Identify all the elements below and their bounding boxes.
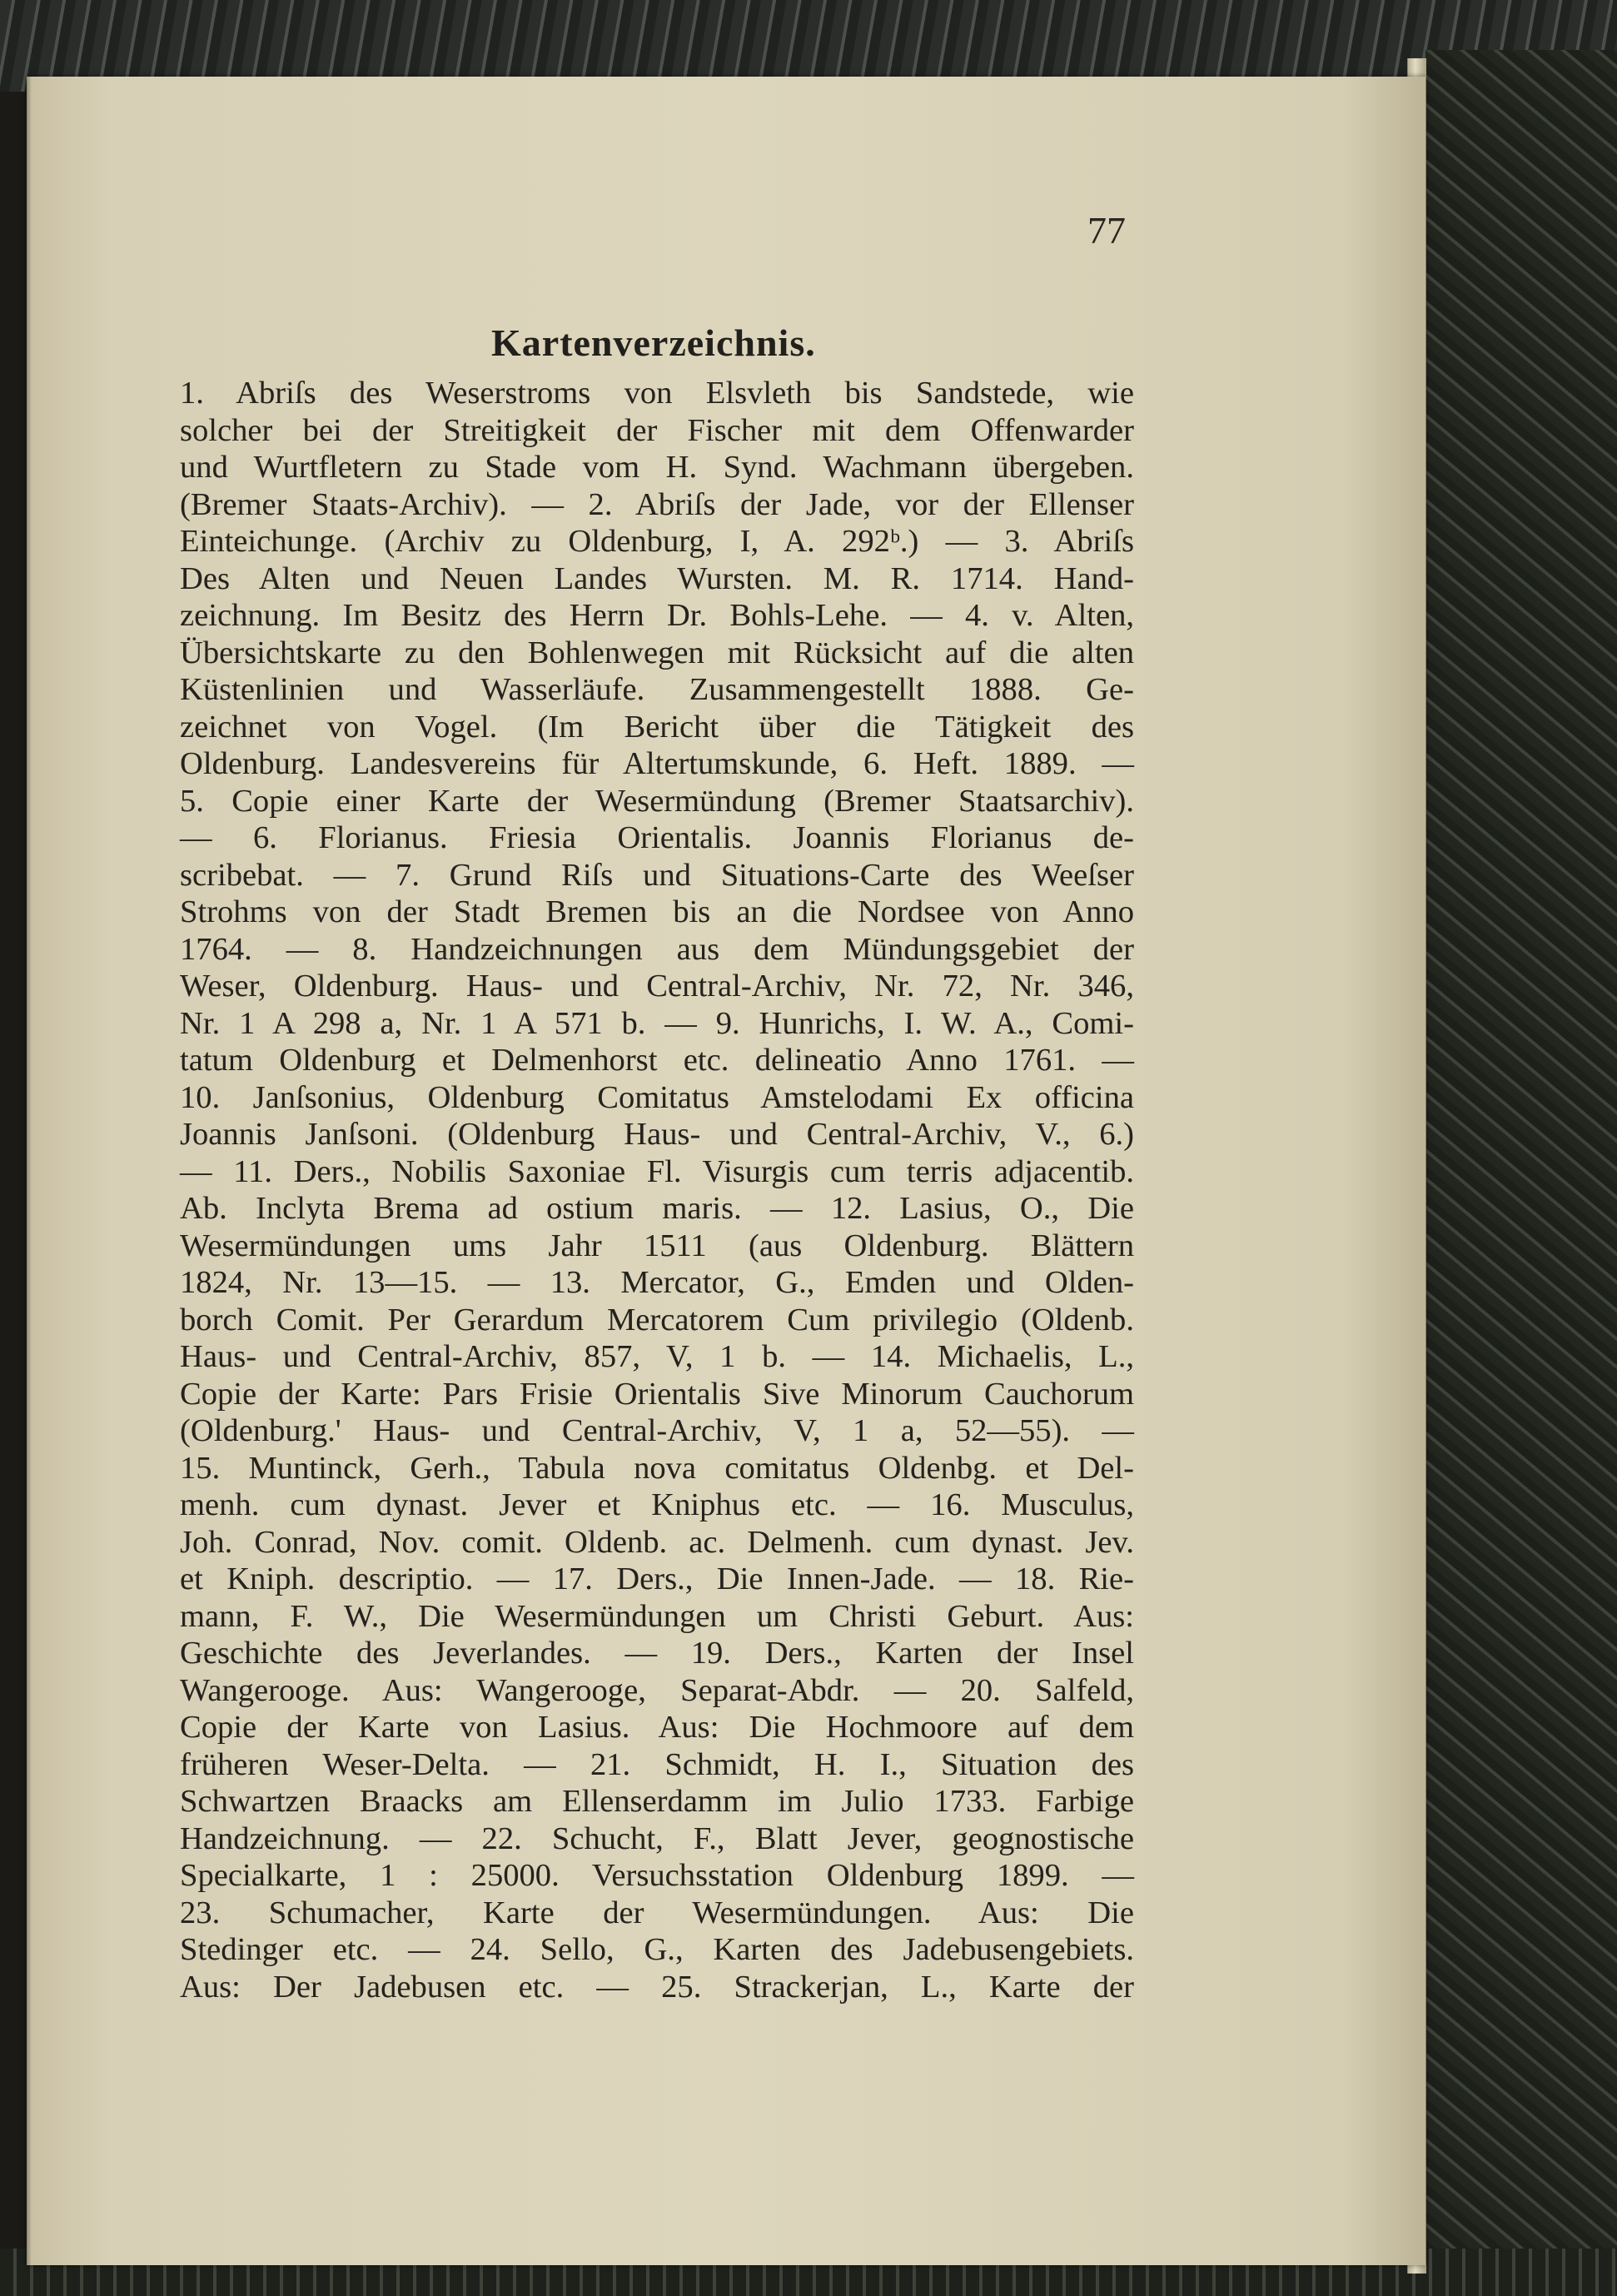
text-line: Des Alten und Neuen Landes Wursten. M. R. 1714. Hand-	[180, 560, 1134, 596]
text-line: (Oldenburg.' Haus- und Central-Archiv, V, 1 a, 52—55). —	[180, 1413, 1134, 1448]
text-line: Copie der Karte von Lasius. Aus: Die Hochmoore auf dem	[180, 1710, 1134, 1745]
text-line: Geschichte des Jeverlandes. — 19. Ders., Karten der Insel	[180, 1636, 1134, 1671]
text-line: Wangerooge. Aus: Wangerooge, Separat-Abdr. — 20. Salfeld,	[180, 1672, 1134, 1708]
text-line: Schwartzen Braacks am Ellenserdamm im Julio 1733. Farbige	[180, 1784, 1134, 1819]
text-line: 10. Janſsonius, Oldenburg Comitatus Amstelodami Ex officina	[180, 1079, 1134, 1115]
text-line: früheren Weser-Delta. — 21. Schmidt, H. I., Situation des	[180, 1746, 1134, 1782]
text-line: Einteichunge. (Archiv zu Oldenburg, I, A. 292ᵇ.) — 3. Abriſs	[180, 524, 1134, 559]
text-line: — 11. Ders., Nobilis Saxoniae Fl. Visurgis cum terris adjacentib.	[180, 1153, 1134, 1189]
text-line: Nr. 1 A 298 a, Nr. 1 A 571 b. — 9. Hunrichs, I. W. A., Comi-	[180, 1005, 1134, 1041]
text-line: solcher bei der Streitigkeit der Fischer mit dem Offenwarder	[180, 412, 1134, 448]
text-line: (Bremer Staats-Archiv). — 2. Abriſs der Jade, vor der Ellenser	[180, 486, 1134, 522]
text-line: Ab. Inclyta Brema ad ostium maris. — 12. Lasius, O., Die	[180, 1191, 1134, 1226]
text-line: Joannis Janſsoni. (Oldenburg Haus- und Central-Archiv, V., 6.)	[180, 1117, 1134, 1152]
text-line: Weser, Oldenburg. Haus- und Central-Archiv, Nr. 72, Nr. 346,	[180, 969, 1134, 1004]
text-line: 1. Abriſs des Weserstroms von Elsvleth bis Sandstede, wie	[180, 376, 1134, 411]
text-line: 1824, Nr. 13—15. — 13. Mercator, G., Emden und Olden-	[180, 1265, 1134, 1300]
text-line: 5. Copie einer Karte der Wesermündung (Bremer Staatsarchiv).	[180, 783, 1134, 819]
text-line: Übersichtskarte zu den Bohlenwegen mit Rücksicht auf die alten	[180, 635, 1134, 670]
text-line: tatum Oldenburg et Delmenhorst etc. delineatio Anno 1761. —	[180, 1043, 1134, 1078]
page-heading: Kartenverzeichnis.	[491, 321, 816, 364]
text-line: et Kniph. descriptio. — 17. Ders., Die Innen-Jade. — 18. Rie-	[180, 1561, 1134, 1596]
text-line: Joh. Conrad, Nov. comit. Oldenb. ac. Delmenh. cum dynast. Jev.	[180, 1524, 1134, 1560]
text-line: Strohms von der Stadt Bremen bis an die Nordsee von Anno	[180, 894, 1134, 929]
text-line: Küstenlinien und Wasserläufe. Zusammengestellt 1888. Ge-	[180, 672, 1134, 707]
book-binding-right	[1425, 50, 1617, 2296]
text-line: 1764. — 8. Handzeichnungen aus dem Mündungsgebiet der	[180, 931, 1134, 967]
text-line: Handzeichnung. — 22. Schucht, F., Blatt Jever, geognostische	[180, 1820, 1134, 1856]
text-line: Haus- und Central-Archiv, 857, V, 1 b. — 14. Michaelis, L.,	[180, 1339, 1134, 1374]
text-line: mann, F. W., Die Wesermündungen um Christi Geburt. Aus:	[180, 1598, 1134, 1634]
text-line: und Wurtfletern zu Stade vom H. Synd. Wachmann übergeben.	[180, 450, 1134, 485]
text-line: Stedinger etc. — 24. Sello, G., Karten des Jadebusengebiets.	[180, 1932, 1134, 1967]
page-fold	[27, 77, 32, 2265]
text-line: zeichnung. Im Besitz des Herrn Dr. Bohls-Lehe. — 4. v. Alten,	[180, 598, 1134, 633]
text-line: 15. Muntinck, Gerh., Tabula nova comitatus Oldenbg. et Del-	[180, 1450, 1134, 1486]
text-line: Wesermündungen ums Jahr 1511 (aus Oldenburg. Blättern	[180, 1228, 1134, 1263]
text-line: zeichnet von Vogel. (Im Bericht über die Tätigkeit des	[180, 709, 1134, 745]
text-line: menh. cum dynast. Jever et Kniphus etc. — 16. Musculus,	[180, 1487, 1134, 1522]
page-number: 77	[1087, 209, 1126, 252]
text-line: 23. Schumacher, Karte der Wesermündungen. Aus: Die	[180, 1895, 1134, 1930]
text-line: Copie der Karte: Pars Frisie Orientalis Sive Minorum Cauchorum	[180, 1376, 1134, 1412]
text-line: Aus: Der Jadebusen etc. — 25. Strackerjan, L., Karte der	[180, 1969, 1134, 2005]
text-line: Specialkarte, 1 : 25000. Versuchsstation Oldenburg 1899. —	[180, 1858, 1134, 1893]
body-text	[180, 375, 1134, 2005]
text-line: — 6. Florianus. Friesia Orientalis. Joannis Florianus de-	[180, 820, 1134, 855]
text-line: scribebat. — 7. Grund Riſs und Situations-Carte des Weeſser	[180, 857, 1134, 893]
text-line: Oldenburg. Landesvereins für Altertumskunde, 6. Heft. 1889. —	[180, 746, 1134, 781]
text-line: borch Comit. Per Gerardum Mercatorem Cum privilegio (Oldenb.	[180, 1302, 1134, 1337]
